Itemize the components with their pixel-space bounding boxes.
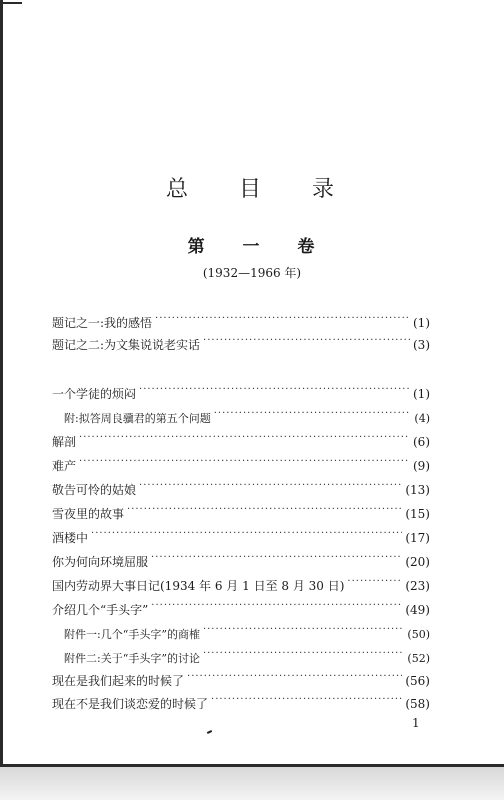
- toc-entry[interactable]: [52, 428, 430, 449]
- scan-border-left: [0, 0, 3, 770]
- toc-entry-title: 酒楼中: [52, 531, 89, 545]
- page-number: 1: [412, 716, 420, 730]
- scan-border-corner: [0, 2, 22, 4]
- toc-leader-dots: [347, 572, 402, 590]
- toc-entry-title: 现在是我们起来的时候了: [52, 674, 185, 688]
- toc-leader-dots: [203, 620, 404, 638]
- toc-entry-page: (13): [405, 483, 430, 497]
- toc-entry[interactable]: [52, 309, 430, 330]
- toc-entry-page: (56): [405, 674, 430, 688]
- toc-entry-page: (50): [407, 628, 430, 641]
- scan-speck: [207, 730, 212, 734]
- toc-entry-page: (1): [413, 387, 430, 401]
- toc-leader-dots: [139, 476, 402, 494]
- toc-leader-dots: [139, 380, 410, 398]
- toc-entry-title: 雪夜里的故事: [52, 507, 125, 521]
- toc-entry[interactable]: [52, 380, 430, 401]
- toc-entry-page: (58): [405, 697, 430, 711]
- toc-leader-dots: [79, 428, 410, 446]
- toc-entry-page: (4): [414, 412, 430, 425]
- toc-leader-dots: [187, 667, 402, 685]
- toc-leader-dots: [155, 309, 410, 327]
- toc-entry[interactable]: [52, 667, 430, 688]
- toc-entry-title: 介绍几个“手头字”: [52, 603, 149, 617]
- toc-leader-dots: [79, 452, 410, 470]
- toc-entry[interactable]: [52, 690, 430, 711]
- toc-entry-title: 难产: [52, 459, 77, 473]
- toc-entry-page: (6): [413, 435, 430, 449]
- toc-entry-page: (3): [413, 338, 430, 352]
- toc-entry-page: (20): [405, 555, 430, 569]
- toc-subentry[interactable]: [64, 620, 430, 641]
- toc-entry-title: 附件一:几个“手头字”的商榷: [64, 628, 200, 641]
- toc-entry-title: 一个学徒的烦闷: [52, 387, 137, 401]
- toc-leader-dots: [203, 331, 410, 349]
- scan-bottom-shade: [0, 767, 504, 800]
- page-title: 总 目 录: [166, 177, 356, 202]
- toc-entry-title: 解剖: [52, 435, 77, 449]
- toc-leader-dots: [203, 644, 404, 662]
- toc-leader-dots: [127, 500, 402, 518]
- toc-entry[interactable]: [52, 572, 430, 593]
- toc-entry[interactable]: [52, 548, 430, 569]
- toc-entry[interactable]: [52, 476, 430, 497]
- toc-entry-title: 题记之二:为文集说说老实话: [52, 338, 201, 352]
- volume-heading: 第 一 卷: [187, 237, 331, 257]
- toc-entry-title: 国内劳动界大事日记(1934 年 6 月 1 日至 8 月 30 日): [52, 579, 345, 593]
- toc-entry-title: 附:拟答周良骥君的第五个问题: [64, 412, 211, 425]
- toc-entry[interactable]: [52, 500, 430, 521]
- toc-entry-title: 敬告可怜的姑娘: [52, 483, 137, 497]
- toc-leader-dots: [211, 690, 402, 708]
- toc-subentry[interactable]: [64, 644, 430, 665]
- toc-entry-page: (1): [413, 316, 430, 330]
- toc-entry-title: 你为何向环境屈服: [52, 555, 149, 569]
- toc-leader-dots: [214, 404, 412, 422]
- toc-entry[interactable]: [52, 596, 430, 617]
- toc-entry-page: (15): [405, 507, 430, 521]
- toc-entry-page: (52): [407, 652, 430, 665]
- toc-entry-title: 现在不是我们谈恋爱的时候了: [52, 697, 209, 711]
- toc-entry[interactable]: [52, 524, 430, 545]
- toc-leader-dots: [91, 524, 402, 542]
- toc-subentry[interactable]: [64, 404, 430, 425]
- volume-years: (1932—1966 年): [202, 266, 302, 280]
- toc-entry-page: (23): [405, 579, 430, 593]
- toc-entry-title: 附件二:关于“手头字”的讨论: [64, 652, 200, 665]
- toc-entry-page: (9): [413, 459, 430, 473]
- toc-entry-page: (17): [405, 531, 430, 545]
- toc-leader-dots: [151, 596, 402, 614]
- toc-entry-title: 题记之一:我的感悟: [52, 316, 153, 330]
- toc-entry-page: (49): [405, 603, 430, 617]
- toc-entry[interactable]: [52, 331, 430, 352]
- toc-leader-dots: [151, 548, 402, 566]
- toc-entry[interactable]: [52, 452, 430, 473]
